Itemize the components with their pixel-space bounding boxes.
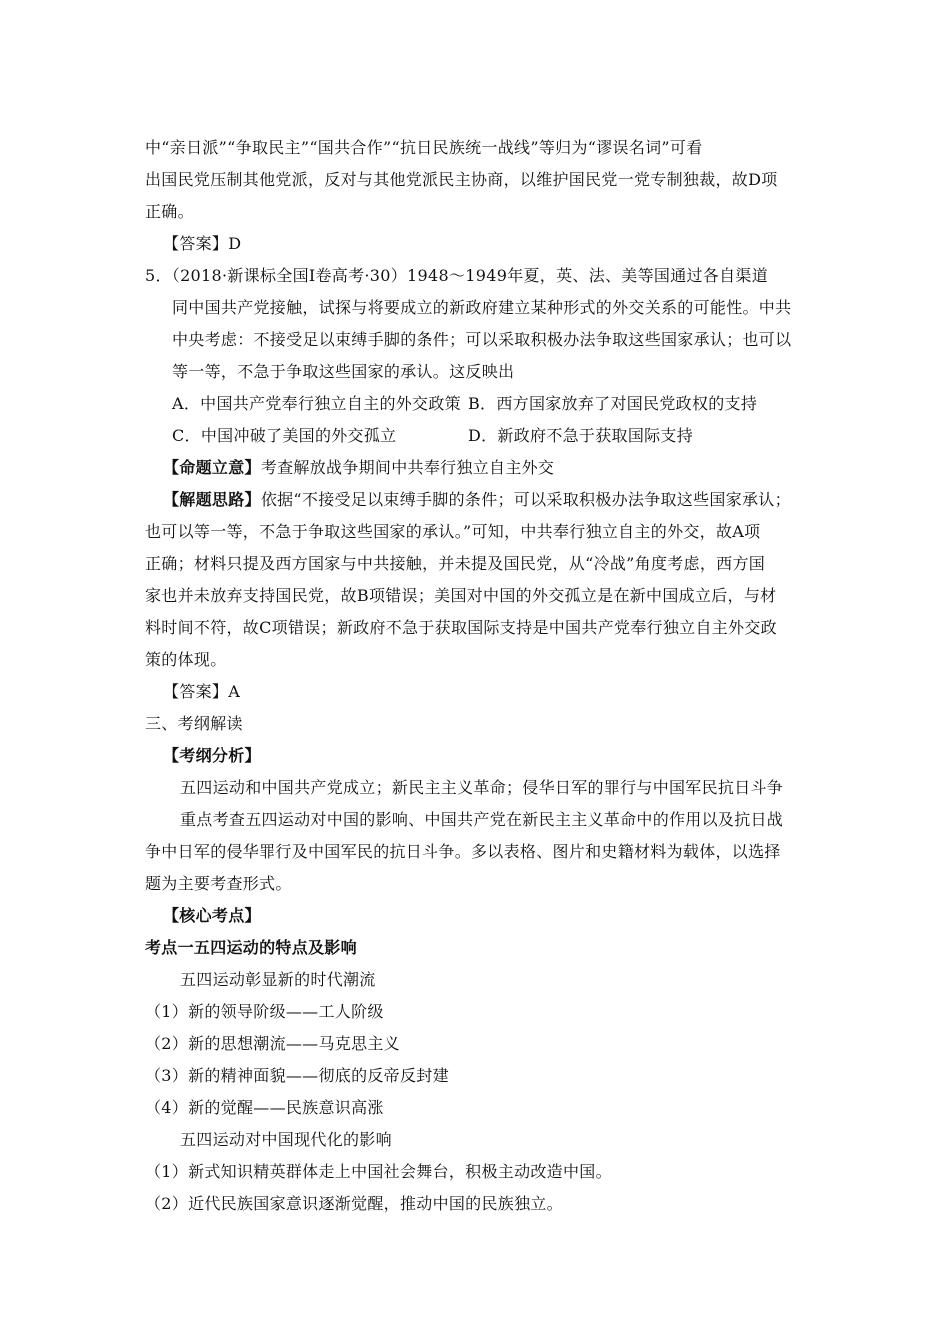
analysis-line-4: 家也并未放弃支持国民党，故B项错误；美国对中国的外交孤立是在新中国成立后，与材 bbox=[145, 586, 777, 605]
option-b: B．西方国家放弃了对国民党政权的支持 bbox=[468, 394, 758, 413]
intent-paragraph bbox=[163, 458, 554, 478]
point-1-title: 考点一五四运动的特点及影响 bbox=[145, 938, 357, 957]
option-d: D．新政府不急于获取国际支持 bbox=[468, 426, 694, 445]
answer-question-5: 【答案】A bbox=[163, 682, 241, 701]
sub-2-item: （1）新式知识精英群体走上中国社会舞台，积极主动改造中国。 bbox=[145, 1162, 612, 1181]
question-5-stem-2: 同中国共产党接触，试探与将要成立的新政府建立某种形式的外交关系的可能性。中共 bbox=[172, 298, 792, 317]
continuation-line-3: 正确。 bbox=[145, 202, 194, 221]
continuation-line-1: 中“亲日派”“争取民主”“国共合作”“抗日民族统一战线”等归为“谬误名词”可看 bbox=[145, 138, 703, 157]
outline-line-3: 争中日军的侵华罪行及中国军民的抗日斗争。多以表格、图片和史籍材料为载体，以选择 bbox=[145, 842, 781, 861]
question-5-stem-3: 中央考虑：不接受足以束缚手脚的条件；可以采取积极办法争取这些国家承认；也可以 bbox=[172, 330, 792, 349]
sub-1-item: （1）新的领导阶级——工人阶级 bbox=[145, 1002, 384, 1021]
analysis-label: 【解题思路】 bbox=[163, 490, 261, 509]
analysis-line-2: 也可以等一等，不急于争取这些国家的承认。”可知，中共奉行独立自主的外交，故A项 bbox=[145, 522, 761, 541]
option-c: C．中国冲破了美国的外交孤立 bbox=[172, 426, 397, 445]
outline-line-2: 重点考查五四运动对中国的影响、中国共产党在新民主主义革命中的作用以及抗日战 bbox=[180, 810, 784, 829]
sub-1-item: （2）新的思想潮流——马克思主义 bbox=[145, 1034, 400, 1053]
sub-2-item: （2）近代民族国家意识逐渐觉醒，推动中国的民族独立。 bbox=[145, 1194, 563, 1213]
sub-1-title: 五四运动彰显新的时代潮流 bbox=[180, 970, 376, 989]
sub-1-item: （3）新的精神面貌——彻底的反帝反封建 bbox=[145, 1066, 449, 1085]
intent-label: 【命题立意】 bbox=[163, 458, 261, 477]
intent-text: 考查解放战争期间中共奉行独立自主外交 bbox=[260, 458, 555, 477]
analysis-line-6: 策的体现。 bbox=[145, 650, 227, 669]
question-5-stem-4: 等一等，不急于争取这些国家的承认。这反映出 bbox=[172, 362, 515, 381]
section-3-heading: 三、考纲解读 bbox=[145, 714, 243, 733]
analysis-line-1 bbox=[163, 490, 791, 510]
continuation-line-2: 出国民党压制其他党派，反对与其他党派民主协商，以维护国民党一党专制独裁，故D项 bbox=[145, 170, 778, 189]
answer-previous: 【答案】D bbox=[163, 234, 242, 253]
analysis-line-5: 料时间不符，故C项错误；新政府不急于获取国际支持是中国共产党奉行独立自主外交政 bbox=[145, 618, 777, 637]
analysis-line-3: 正确；材料只提及西方国家与中共接触，并未提及国民党，从“冷战”角度考虑，西方国 bbox=[145, 554, 766, 573]
outline-label: 【考纲分析】 bbox=[163, 746, 261, 765]
sub-2-title: 五四运动对中国现代化的影响 bbox=[180, 1130, 392, 1149]
core-label: 【核心考点】 bbox=[163, 906, 261, 925]
option-a: A．中国共产党奉行独立自主的外交政策 bbox=[172, 394, 461, 413]
outline-line-4: 题为主要考查形式。 bbox=[145, 874, 292, 893]
sub-1-item: （4）新的觉醒——民族意识高涨 bbox=[145, 1098, 384, 1117]
analysis-text-1: 依据“不接受足以束缚手脚的条件；可以采取积极办法争取这些国家承认； bbox=[260, 490, 791, 509]
outline-line-1: 五四运动和中国共产党成立；新民主主义革命；侵华日军的罪行与中国军民抗日斗争 bbox=[180, 778, 784, 797]
question-5-stem-1: 5．（2018·新课标全国Ⅰ卷高考·30）1948～1949年夏，英、法、美等国通过各自渠道 bbox=[145, 266, 768, 285]
